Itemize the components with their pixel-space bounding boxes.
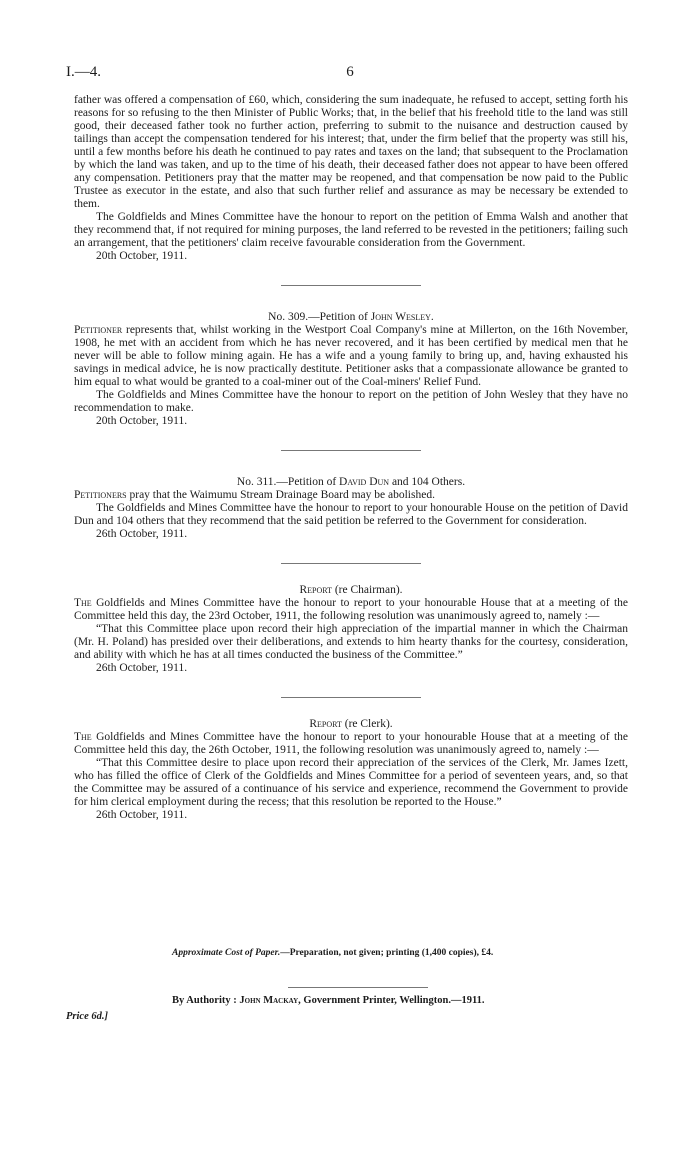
petition-309-date: 20th October, 1911. <box>96 415 188 427</box>
intro-paragraph: father was offered a compensation of £60, which, considering the sum inadequate, he refused to accept, setting forth his reasons for so refusing to the then Minister of Public Works; that, in the belief that his freehold title to the land was still good, their deceased father took no further action, preferring to submit to the nuisance and destruction caused by tailings than accept the compensation tendered for his interest; that, under the firm belief that the property was still his, until a few months before his death he continued to pay rates and taxes on the land; that subsequent to the Proclamation by which the land was taken, and up to the time of his death, their deceased father does not appear to have been offered any compensation. Petitioners pray that the matter may be reopened, and that compensation be now paid to the Public Trustee as executor in the estate, and also that such further relief and assurance as may be necessary be extended to them. <box>74 94 628 210</box>
intro-date: 20th October, 1911. <box>96 250 188 262</box>
printer-imprint: By Authority : John Mackay, Government Printer, Wellington.—1911. <box>172 995 485 1006</box>
report-clerk-text: The Goldfields and Mines Committee have the honour to report to your honourable House that at a meeting of the Committee held this day, the 26th October, 1911, the following resolution was unanimously agreed to, namely :— <box>74 731 628 756</box>
cost-of-paper-note: Approximate Cost of Paper.—Preparation, not given; printing (1,400 copies), £4. <box>172 948 494 958</box>
petition-311-text: Petitioners pray that the Waimumu Stream Drainage Board may be abolished. <box>74 489 435 501</box>
petition-309-heading: No. 309.—Petition of John Wesley. <box>268 311 434 323</box>
report-clerk-date: 26th October, 1911. <box>96 809 188 821</box>
report-clerk-heading: Report (re Clerk). <box>309 718 393 730</box>
report-chairman-resolution: “That this Committee place upon record their high appreciation of the impartial manner in which the Chairman (Mr. H. Poland) has presided over their deliberations, and extends to him hearty thanks for the courtesy, consideration, and ability with which he has at all times conducted the business of the Committee.” <box>74 623 628 661</box>
document-body <box>74 94 628 822</box>
petition-311-report: The Goldfields and Mines Committee have the honour to report to your honourable House on the petition of David Dun and 104 others that they recommend that the said petition be referred to the Government for consideration. <box>74 502 628 527</box>
petition-309-text: Petitioner represents that, whilst working in the Westport Coal Company's mine at Millerton, on the 16th November, 1908, he met with an accident from which he has never recovered, and it has been certified by medical men that he never will be able to follow mining again. He has a wife and a young family to bring up, and, having exhausted his savings in medical advice, he is now practically destitute. Petitioner asks that a compassionate allowance be granted to him equal to what would be granted to a coal-miner out of the Coal-miners' Relief Fund. <box>74 324 628 388</box>
petition-311-date: 26th October, 1911. <box>96 528 188 540</box>
footer-divider <box>288 987 428 988</box>
report-chairman-text: The Goldfields and Mines Committee have the honour to report to your honourable House that at a meeting of the Committee held this day, the 23rd October, 1911, the following resolution was unanimously agreed to, namely :— <box>74 597 628 622</box>
petition-309-report: The Goldfields and Mines Committee have the honour to report on the petition of John Wesley that they have no recommendation to make. <box>74 389 628 414</box>
report-chairman-date: 26th October, 1911. <box>96 662 188 674</box>
page-number: 6 <box>346 64 354 80</box>
paper-reference: I.—4. <box>66 64 101 80</box>
intro-committee-report: The Goldfields and Mines Committee have the honour to report on the petition of Emma Walsh and another that they recommend that, if not required for mining purposes, the land referred to be revested in the petitioners; failing such an arrangement, that the petitioners' claim receive favourable consideration from the Government. <box>74 211 628 249</box>
petition-311-heading: No. 311.—Petition of David Dun and 104 Others. <box>236 476 466 488</box>
report-chairman-heading: Report (re Chairman). <box>299 584 403 596</box>
price-note: Price 6d.] <box>66 1011 108 1022</box>
report-clerk-resolution: “That this Committee desire to place upon record their appreciation of the services of the Clerk, Mr. James Izett, who has filled the office of Clerk of the Goldfields and Mines Committee for a period of seventeen years, and, so that the Committee may be assured of a continuance of his service and experience, recommend the Government to provide for him clerical employment during the recess; that this resolution be reported to the House.” <box>74 757 628 808</box>
